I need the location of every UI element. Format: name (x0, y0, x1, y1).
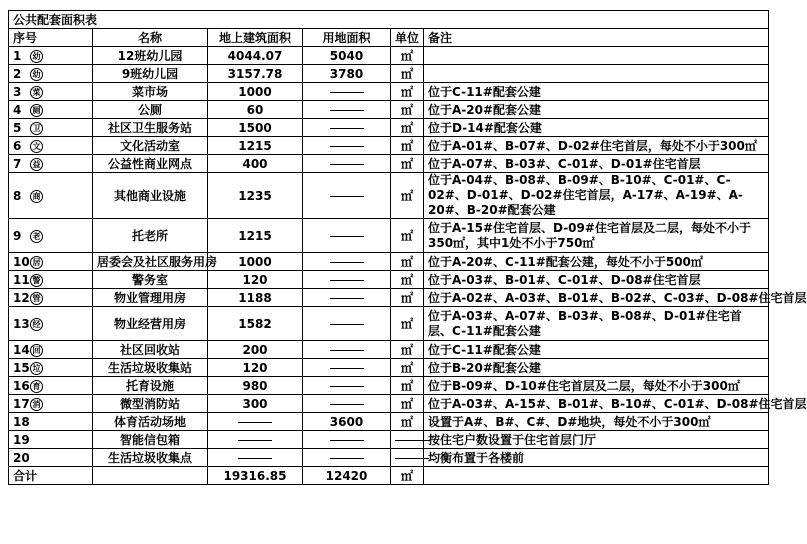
land-area-value (303, 289, 391, 307)
land-area-value (303, 101, 391, 119)
remark-text (424, 65, 769, 83)
row-number-cell (9, 65, 93, 83)
land-area-value: 3600 (303, 413, 391, 431)
floor-area-value: 60 (208, 101, 303, 119)
row-number-cell (9, 413, 93, 431)
row-number-cell (9, 289, 93, 307)
total-unit: ㎡ (391, 467, 424, 485)
table-title: 公共配套面积表 (9, 11, 769, 29)
table-row (9, 47, 769, 65)
unit-value: ㎡ (391, 307, 424, 341)
table-row (9, 219, 769, 253)
remark-text: 位于A-20#配套公建 (424, 101, 769, 119)
dash-mark (238, 458, 272, 459)
facility-icon: 回 (30, 344, 43, 357)
row-number-cell (9, 377, 93, 395)
land-area-value (303, 307, 391, 341)
unit-value: ㎡ (391, 377, 424, 395)
row-number: 7 (13, 156, 22, 171)
facility-icon: 育 (30, 380, 43, 393)
land-area-value (303, 155, 391, 173)
dash-mark (330, 386, 364, 387)
floor-area-value (208, 449, 303, 467)
row-number: 20 (13, 450, 30, 465)
facility-icon: 厕 (30, 104, 43, 117)
table-row (9, 413, 769, 431)
facility-name: 微型消防站 (93, 395, 208, 413)
dash-mark (330, 92, 364, 93)
dash-mark (395, 440, 429, 441)
table-row (9, 155, 769, 173)
land-area-value (303, 137, 391, 155)
unit-value: ㎡ (391, 253, 424, 271)
floor-area-value (208, 413, 303, 431)
facility-name: 12班幼儿园 (93, 47, 208, 65)
dash-mark (330, 196, 364, 197)
dash-mark (330, 458, 364, 459)
floor-area-value: 400 (208, 155, 303, 173)
remark-text: 位于A-01#、B-07#、D-02#住宅首层，每处不小于300㎡ (424, 137, 769, 155)
total-name-empty (93, 467, 208, 485)
facility-name: 菜市场 (93, 83, 208, 101)
floor-area-value: 1215 (208, 219, 303, 253)
table-row (9, 341, 769, 359)
unit-value (391, 431, 424, 449)
row-number-cell (9, 155, 93, 173)
row-number: 3 (13, 84, 22, 99)
unit-value: ㎡ (391, 219, 424, 253)
row-number: 2 (13, 66, 22, 81)
dash-mark (330, 262, 364, 263)
remark-text: 设置于A#、B#、C#、D#地块，每处不小于300㎡ (424, 413, 769, 431)
unit-value: ㎡ (391, 119, 424, 137)
land-area-value (303, 359, 391, 377)
facility-name: 生活垃圾收集站 (93, 359, 208, 377)
remark-text: 位于A-20#、C-11#配套公建，每处不小于500㎡ (424, 253, 769, 271)
dash-mark (330, 350, 364, 351)
facility-name: 社区卫生服务站 (93, 119, 208, 137)
facility-icon: 益 (30, 158, 43, 171)
dash-mark (238, 440, 272, 441)
row-number: 16 (13, 378, 30, 393)
row-number: 15 (13, 360, 30, 375)
facility-icon: 垃 (30, 362, 43, 375)
facility-name: 居委会及社区服务用房 (93, 253, 208, 271)
row-number: 18 (13, 414, 30, 429)
row-number-cell (9, 307, 93, 341)
table-row (9, 289, 769, 307)
dash-mark (330, 368, 364, 369)
row-number: 1 (13, 48, 22, 63)
row-number-cell (9, 173, 93, 219)
row-number: 4 (13, 102, 22, 117)
land-area-value: 5040 (303, 47, 391, 65)
unit-value: ㎡ (391, 65, 424, 83)
row-number-cell (9, 271, 93, 289)
table-row (9, 253, 769, 271)
unit-value: ㎡ (391, 289, 424, 307)
remark-text: 位于B-09#、D-10#住宅首层及二层，每处不小于300㎡ (424, 377, 769, 395)
unit-value: ㎡ (391, 137, 424, 155)
remark-text: 位于A-04#、B-08#、B-09#、B-10#、C-01#、C-02#、D-01#、D-02#住宅首层，A-17#、A-19#、A-20#、B-20#配套公建 (424, 173, 769, 219)
land-area-value (303, 449, 391, 467)
land-area-value (303, 219, 391, 253)
facility-name: 社区回收站 (93, 341, 208, 359)
dash-mark (330, 236, 364, 237)
land-area-value (303, 271, 391, 289)
table-row (9, 83, 769, 101)
land-area-value: 3780 (303, 65, 391, 83)
header-no: 序号 (9, 29, 93, 47)
floor-area-value: 1188 (208, 289, 303, 307)
table-row (9, 377, 769, 395)
total-land-area: 12420 (303, 467, 391, 485)
floor-area-value: 980 (208, 377, 303, 395)
floor-area-value: 120 (208, 359, 303, 377)
header-name: 名称 (93, 29, 208, 47)
total-remark (424, 467, 769, 485)
row-number-cell (9, 137, 93, 155)
floor-area-value: 1582 (208, 307, 303, 341)
public-facilities-area-table (8, 10, 807, 485)
unit-value: ㎡ (391, 173, 424, 219)
facility-icon: 文 (30, 140, 43, 153)
floor-area-value: 4044.07 (208, 47, 303, 65)
facility-icon: 消 (30, 398, 43, 411)
row-number-cell (9, 359, 93, 377)
table-row (9, 173, 769, 219)
header-land-area: 用地面积 (303, 29, 391, 47)
row-number: 12 (13, 290, 30, 305)
unit-value: ㎡ (391, 413, 424, 431)
table-row (9, 307, 769, 341)
unit-value: ㎡ (391, 155, 424, 173)
table-row (9, 119, 769, 137)
row-number-cell (9, 101, 93, 119)
row-number-cell (9, 219, 93, 253)
row-number: 10 (13, 254, 30, 269)
land-area-value (303, 395, 391, 413)
table-row (9, 65, 769, 83)
facility-icon: 幼 (30, 50, 43, 63)
floor-area-value (208, 431, 303, 449)
row-number: 8 (13, 188, 22, 203)
facility-name: 公厕 (93, 101, 208, 119)
unit-value: ㎡ (391, 395, 424, 413)
dash-mark (330, 164, 364, 165)
row-number: 13 (13, 316, 30, 331)
row-number: 5 (13, 120, 22, 135)
remark-text: 位于A-15#住宅首层、D-09#住宅首层及二层，每处不小于350㎡，其中1处不小于750㎡ (424, 219, 769, 253)
dash-mark (330, 404, 364, 405)
dash-mark (330, 324, 364, 325)
table-header-row (9, 29, 769, 47)
facility-name: 智能信包箱 (93, 431, 208, 449)
row-number: 9 (13, 228, 22, 243)
facility-icon: 经 (30, 318, 43, 331)
unit-value: ㎡ (391, 101, 424, 119)
dash-mark (330, 146, 364, 147)
header-remark: 备注 (424, 29, 769, 47)
remark-text: 位于A-03#、A-15#、B-01#、B-10#、C-01#、D-08#住宅首层 (424, 395, 769, 413)
floor-area-value: 1235 (208, 173, 303, 219)
remark-text: 位于C-11#配套公建 (424, 83, 769, 101)
unit-value: ㎡ (391, 47, 424, 65)
row-number-cell (9, 449, 93, 467)
facility-name: 托老所 (93, 219, 208, 253)
remark-text: 按住宅户数设置于住宅首层门厅 (424, 431, 769, 449)
floor-area-value: 1500 (208, 119, 303, 137)
floor-area-value: 1215 (208, 137, 303, 155)
table-row (9, 101, 769, 119)
table-row (9, 395, 769, 413)
unit-value: ㎡ (391, 341, 424, 359)
facility-name: 文化活动室 (93, 137, 208, 155)
facility-name: 物业经营用房 (93, 307, 208, 341)
facility-icon: 卫 (30, 122, 43, 135)
remark-text: 位于A-03#、B-01#、C-01#、D-08#住宅首层 (424, 271, 769, 289)
facility-name: 托育设施 (93, 377, 208, 395)
dash-mark (330, 298, 364, 299)
floor-area-value: 200 (208, 341, 303, 359)
table-row (9, 137, 769, 155)
remark-text: 均衡布置于各楼前 (424, 449, 769, 467)
row-number: 17 (13, 396, 30, 411)
total-floor-area: 19316.85 (208, 467, 303, 485)
floor-area-value: 1000 (208, 83, 303, 101)
facility-icon: 管 (30, 292, 43, 305)
total-row (9, 467, 769, 485)
land-area-value (303, 253, 391, 271)
table-row (9, 431, 769, 449)
facility-icon: 警 (30, 274, 43, 287)
remark-text (424, 47, 769, 65)
row-number-cell (9, 341, 93, 359)
floor-area-value: 300 (208, 395, 303, 413)
facility-name: 公益性商业网点 (93, 155, 208, 173)
remark-text: 位于D-14#配套公建 (424, 119, 769, 137)
row-number: 19 (13, 432, 30, 447)
table-row (9, 449, 769, 467)
table-row (9, 271, 769, 289)
dash-mark (395, 458, 429, 459)
data-table (8, 10, 807, 485)
land-area-value (303, 341, 391, 359)
unit-value: ㎡ (391, 271, 424, 289)
remark-text: 位于A-03#、A-07#、B-03#、B-08#、D-01#住宅首层、C-11#配套公建 (424, 307, 769, 341)
facility-name: 其他商业设施 (93, 173, 208, 219)
row-number-cell (9, 83, 93, 101)
remark-text: 位于A-02#、A-03#、B-01#、B-02#、C-03#、D-08#住宅首层 (424, 289, 769, 307)
facility-name: 警务室 (93, 271, 208, 289)
facility-icon: 居 (30, 256, 43, 269)
unit-value (391, 449, 424, 467)
land-area-value (303, 431, 391, 449)
row-number-cell (9, 253, 93, 271)
total-label: 合计 (9, 467, 93, 485)
row-number: 11 (13, 272, 30, 287)
row-number-cell (9, 119, 93, 137)
facility-icon: 商 (30, 190, 43, 203)
unit-value: ㎡ (391, 83, 424, 101)
unit-value: ㎡ (391, 359, 424, 377)
row-number: 14 (13, 342, 30, 357)
row-number: 6 (13, 138, 22, 153)
facility-name: 生活垃圾收集点 (93, 449, 208, 467)
row-number-cell (9, 47, 93, 65)
floor-area-value: 120 (208, 271, 303, 289)
row-number-cell (9, 431, 93, 449)
land-area-value (303, 377, 391, 395)
dash-mark (238, 422, 272, 423)
floor-area-value: 3157.78 (208, 65, 303, 83)
floor-area-value: 1000 (208, 253, 303, 271)
land-area-value (303, 119, 391, 137)
remark-text: 位于C-11#配套公建 (424, 341, 769, 359)
facility-name: 体育活动场地 (93, 413, 208, 431)
dash-mark (330, 128, 364, 129)
facility-name: 物业管理用房 (93, 289, 208, 307)
row-number-cell (9, 395, 93, 413)
table-row (9, 359, 769, 377)
land-area-value (303, 173, 391, 219)
remark-text: 位于A-07#、B-03#、C-01#、D-01#住宅首层 (424, 155, 769, 173)
facility-icon: 菜 (30, 86, 43, 99)
header-floor-area: 地上建筑面积 (208, 29, 303, 47)
facility-name: 9班幼儿园 (93, 65, 208, 83)
dash-mark (330, 110, 364, 111)
land-area-value (303, 83, 391, 101)
facility-icon: 老 (30, 230, 43, 243)
facility-icon: 幼 (30, 68, 43, 81)
header-unit: 单位 (391, 29, 424, 47)
dash-mark (330, 280, 364, 281)
dash-mark (330, 440, 364, 441)
remark-text: 位于B-20#配套公建 (424, 359, 769, 377)
table-title-row (9, 11, 769, 29)
